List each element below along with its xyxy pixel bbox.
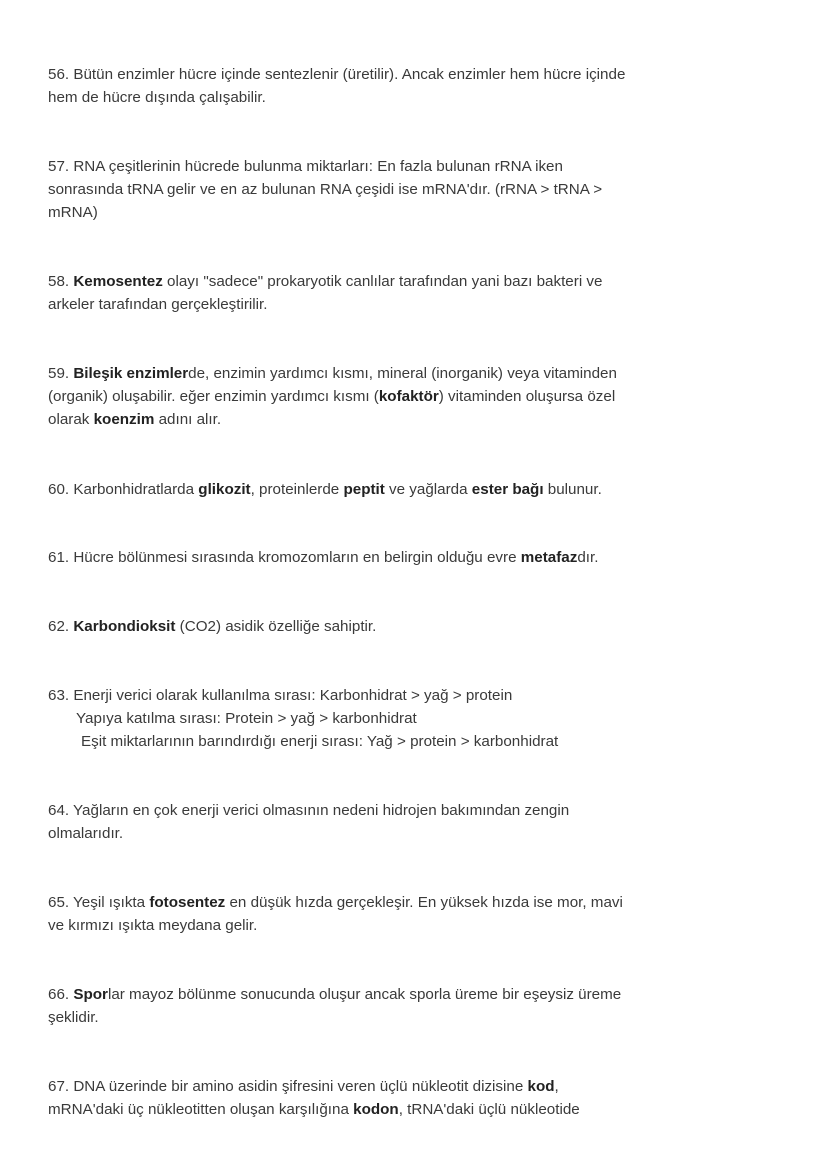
text-line	[48, 730, 698, 753]
text-segment: 61. Hücre bölünmesi sırasında kromozomların en belirgin olduğu evre	[48, 549, 521, 566]
text-segment: hem de hücre dışında çalışabilir.	[48, 89, 266, 106]
text-segment: 63. Enerji verici olarak kullanılma sırası: Karbonhidrat > yağ > protein	[48, 687, 513, 704]
text-line	[48, 178, 698, 201]
text-line	[48, 546, 698, 569]
text-segment: 59.	[48, 365, 74, 382]
text-segment: 66.	[48, 986, 74, 1003]
bold-term: metafaz	[520, 549, 578, 566]
text-segment: 56. Bütün enzimler hücre içinde sentezlenir (üretilir). Ancak enzimler hem hücre içinde	[48, 66, 626, 83]
text-segment: 60. Karbonhidratlarda	[48, 481, 199, 498]
text-segment: , proteinlerde	[250, 481, 344, 498]
text-line	[48, 270, 698, 293]
text-line	[48, 478, 698, 501]
text-segment: 67. DNA üzerinde bir amino asidin şifresini veren üçlü nükleotit dizisine	[48, 1078, 528, 1095]
fact-item-65	[48, 891, 698, 937]
text-segment: dır.	[577, 549, 599, 566]
text-segment: olayı "sadece" prokaryotik canlılar tarafından yani bazı bakteri ve	[162, 273, 603, 290]
text-line	[48, 385, 698, 408]
bold-term: ester bağı	[471, 481, 544, 498]
text-segment: adını alır.	[154, 411, 222, 428]
text-line	[48, 1006, 698, 1029]
text-line	[48, 615, 698, 638]
text-segment: olarak	[48, 411, 94, 428]
text-line	[48, 86, 698, 109]
text-segment: 57. RNA çeşitlerinin hücrede bulunma miktarları: En fazla bulunan rRNA iken	[48, 158, 563, 175]
fact-item-66	[48, 983, 698, 1029]
bold-term: fotosentez	[149, 894, 226, 911]
text-segment: ve kırmızı ışıkta meydana gelir.	[48, 917, 258, 934]
fact-item-58	[48, 270, 698, 316]
fact-item-59	[48, 362, 698, 431]
bold-term: koenzim	[93, 411, 155, 428]
text-segment: 64. Yağların en çok enerji verici olmasının nedeni hidrojen bakımından zengin	[48, 802, 570, 819]
text-line	[48, 293, 698, 316]
bold-term: kodon	[353, 1101, 399, 1118]
text-segment: (CO2) asidik özelliğe sahiptir.	[175, 618, 377, 635]
text-line	[48, 891, 698, 914]
text-line	[48, 408, 698, 431]
text-segment: mRNA)	[48, 204, 98, 221]
bold-term: kod	[527, 1078, 555, 1095]
text-line	[48, 799, 698, 822]
bold-term: peptit	[343, 481, 385, 498]
text-segment: bulunur.	[543, 481, 602, 498]
bold-term: Kemosentez	[73, 273, 163, 290]
bold-term: Bileşik enzimler	[73, 365, 189, 382]
text-line	[48, 822, 698, 845]
text-segment: olmalarıdır.	[48, 825, 124, 842]
text-line	[48, 155, 698, 178]
text-segment: 58.	[48, 273, 74, 290]
bold-term: Spor	[73, 986, 108, 1003]
fact-item-64	[48, 799, 698, 845]
text-segment: lar mayoz bölünme sonucunda oluşur ancak sporla üreme bir eşeysiz üreme	[107, 986, 622, 1003]
text-segment: (organik) oluşabilir. eğer enzimin yardımcı kısmı (	[48, 388, 379, 405]
text-line	[48, 707, 698, 730]
fact-item-62	[48, 615, 698, 638]
bold-term: Karbondioksit	[73, 618, 176, 635]
bold-term: kofaktör	[378, 388, 439, 405]
text-line	[48, 914, 698, 937]
fact-item-57	[48, 155, 698, 224]
text-line	[48, 362, 698, 385]
bold-term: glikozit	[198, 481, 251, 498]
fact-item-60	[48, 478, 698, 501]
text-segment: sonrasında tRNA gelir ve en az bulunan RNA çeşidi ise mRNA'dır. (rRNA > tRNA >	[48, 181, 603, 198]
text-line	[48, 1098, 698, 1121]
text-segment: arkeler tarafından gerçekleştirilir.	[48, 296, 268, 313]
text-segment: 65. Yeşil ışıkta	[48, 894, 150, 911]
fact-item-63	[48, 684, 698, 753]
text-segment: ) vitaminden oluşursa özel	[438, 388, 616, 405]
text-segment: 62.	[48, 618, 74, 635]
text-segment: şeklidir.	[48, 1009, 99, 1026]
text-segment: Yapıya katılma sırası: Protein > yağ > karbonhidrat	[76, 710, 417, 727]
text-segment: en düşük hızda gerçekleşir. En yüksek hızda ise mor, mavi	[225, 894, 623, 911]
text-line	[48, 1075, 698, 1098]
fact-item-67	[48, 1075, 698, 1121]
text-line	[48, 63, 698, 86]
text-segment: ,	[554, 1078, 559, 1095]
text-line	[48, 684, 698, 707]
text-segment: de, enzimin yardımcı kısmı, mineral (inorganik) veya vitaminden	[188, 365, 617, 382]
fact-item-56	[48, 63, 698, 109]
text-segment: mRNA'daki üç nükleotitten oluşan karşılığına	[48, 1101, 354, 1118]
text-segment: Eşit miktarlarının barındırdığı enerji sırası: Yağ > protein > karbonhidrat	[81, 733, 559, 750]
text-segment: ve yağlarda	[384, 481, 472, 498]
fact-item-61	[48, 546, 698, 569]
text-line	[48, 201, 698, 224]
text-line	[48, 983, 698, 1006]
text-segment: , tRNA'daki üçlü nükleotide	[398, 1101, 580, 1118]
